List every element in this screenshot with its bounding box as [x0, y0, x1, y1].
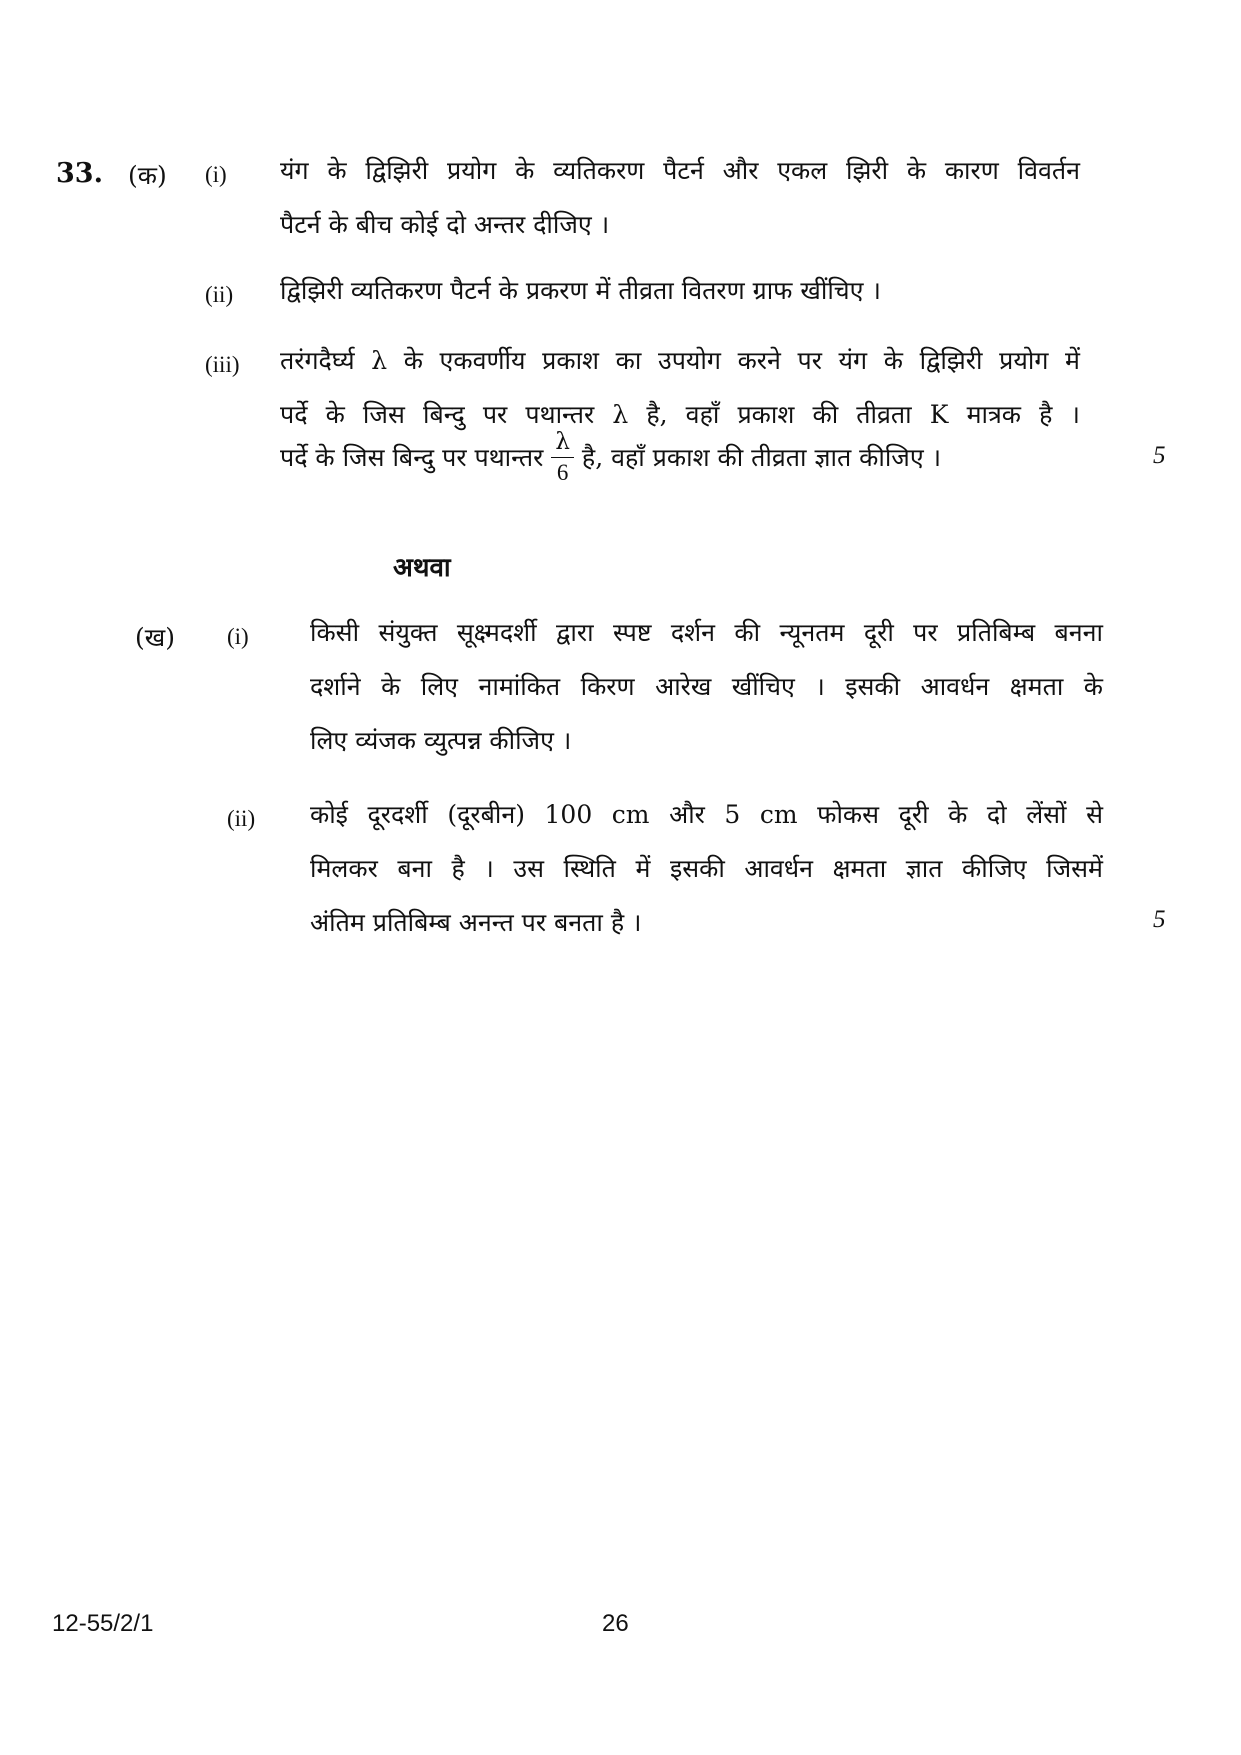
text-line: मिलकर बना है । उस स्थिति में इसकी आवर्धन क्षमता ज्ञात कीजिए जिसमें: [310, 854, 1103, 883]
part-a-label: (क): [128, 161, 167, 190]
text-line: लिए व्यंजक व्युत्पन्न कीजिए ।: [310, 726, 572, 755]
text-line: कोई दूरदर्शी (दूरबीन) 100 cm और 5 cm फोकस दूरी के दो लेंसों से: [310, 800, 1103, 829]
fraction-numerator: λ: [551, 431, 574, 458]
paper-code: 12-55/2/1: [52, 1610, 154, 1637]
part-b-ii-number: (ii): [227, 806, 256, 831]
part-b-i-text: [310, 606, 1103, 768]
text-line: पर्दे के जिस बिन्दु पर पथान्तर λ है, वहाँ प्रकाश की तीव्रता K मात्रक है ।: [280, 400, 1080, 429]
text-line: दर्शाने के लिए नामांकित किरण आरेख खींचिए । इसकी आवर्धन क्षमता के: [310, 672, 1103, 701]
part-a-i-number: (i): [205, 162, 227, 187]
text-line: अंतिम प्रतिबिम्ब अनन्त पर बनता है ।: [310, 908, 642, 937]
part-a-iii-number: (iii): [205, 352, 240, 377]
text-line: किसी संयुक्त सूक्ष्मदर्शी द्वारा स्पष्ट दर्शन की न्यूनतम दूरी पर प्रतिबिम्ब बनना: [310, 618, 1103, 647]
part-b-marks: 5: [1153, 906, 1166, 933]
part-a-ii-number: (ii): [205, 282, 234, 307]
part-b-ii-text: [310, 788, 1103, 950]
text-line: यंग के द्विझिरी प्रयोग के व्यतिकरण पैटर्न और एकल झिरी के कारण विवर्तन: [280, 156, 1080, 185]
question-number: 33.: [56, 158, 103, 189]
part-a-i-text: [280, 144, 1080, 252]
fraction-lambda-over-6: [551, 428, 574, 485]
part-b-i-number: (i): [227, 624, 249, 649]
part-a-ii-text: [280, 264, 1080, 318]
part-b-label: (ख): [135, 623, 175, 652]
page-number: 26: [602, 1610, 629, 1637]
part-a-iii-line3: [280, 422, 1080, 492]
text-line: पैटर्न के बीच कोई दो अन्तर दीजिए ।: [280, 210, 610, 239]
text-line: तरंगदैर्घ्य λ के एकवर्णीय प्रकाश का उपयोग करने पर यंग के द्विझिरी प्रयोग में: [280, 346, 1080, 375]
text-segment: है, वहाँ प्रकाश की तीव्रता ज्ञात कीजिए ।: [581, 443, 942, 472]
part-a-marks: 5: [1153, 442, 1166, 469]
text-line: द्विझिरी व्यतिकरण पैटर्न के प्रकरण में तीव्रता वितरण ग्राफ खींचिए ।: [280, 276, 881, 305]
or-label: अथवा: [393, 553, 451, 583]
fraction-denominator: 6: [556, 459, 569, 485]
text-segment: पर्दे के जिस बिन्दु पर पथान्तर: [280, 443, 544, 472]
